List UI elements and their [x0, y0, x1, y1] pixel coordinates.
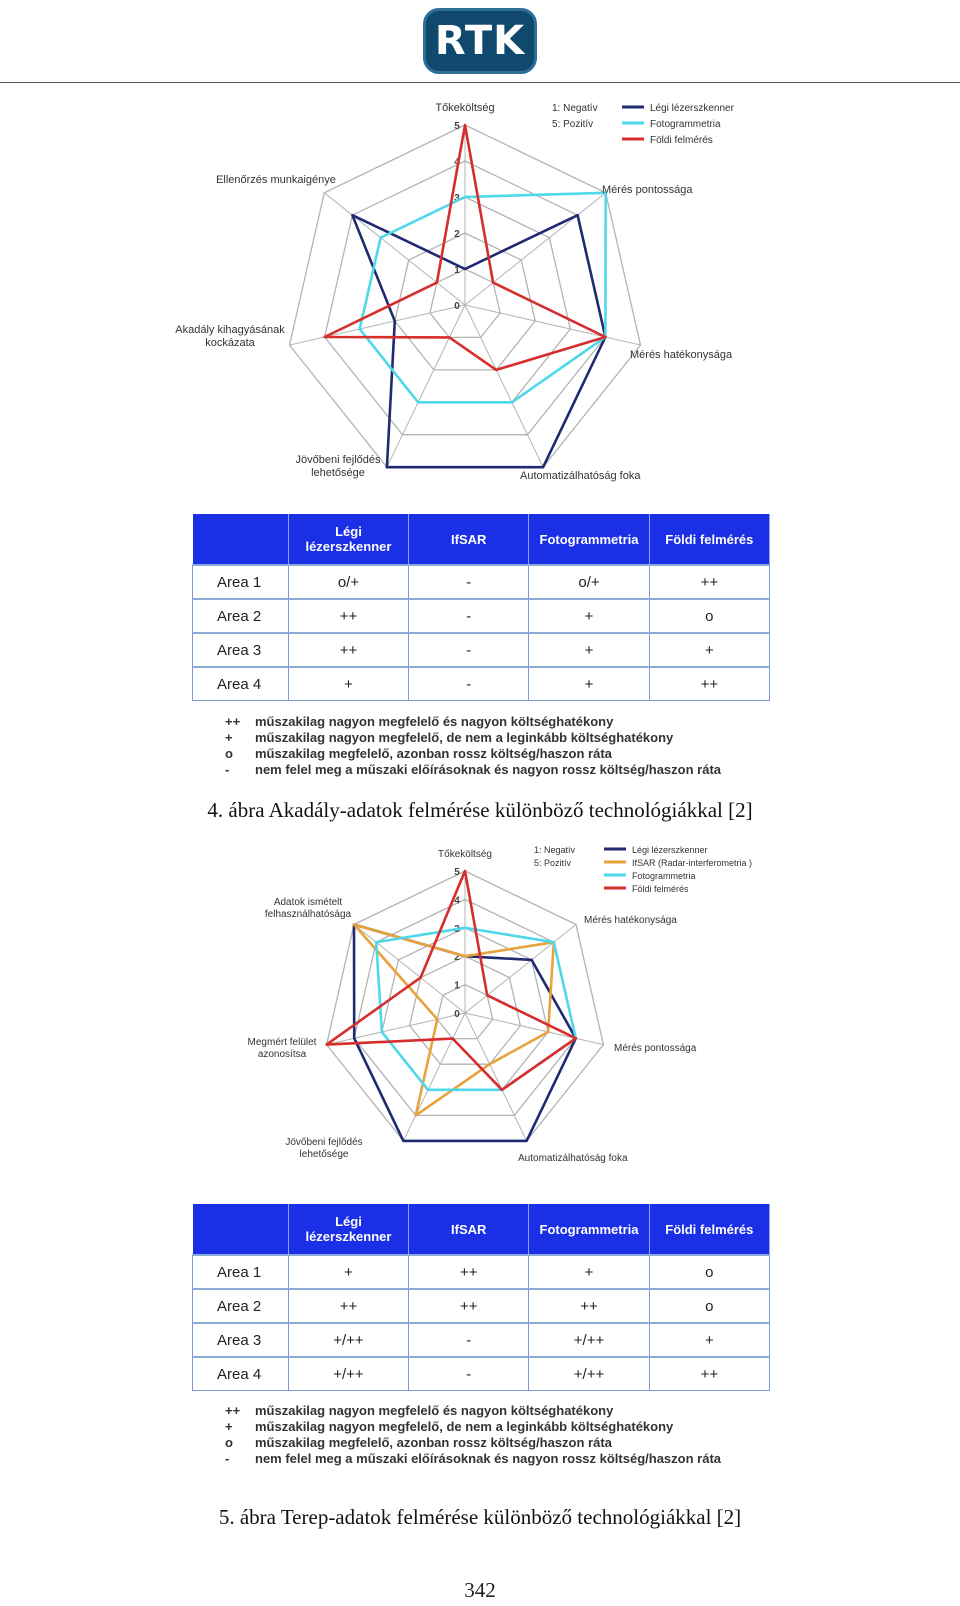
- radar-chart-obstacle-data: [175, 95, 770, 505]
- scale-tick-label: 5: [454, 867, 460, 878]
- axis-label-line: lehetősége: [311, 467, 365, 479]
- table-cell: Area 3: [193, 1323, 289, 1357]
- header-cell: Fotogrammetria: [529, 514, 649, 565]
- series-line: [376, 928, 576, 1090]
- table-header-row: [193, 514, 770, 565]
- rating-legend: [225, 714, 721, 778]
- legend-text: műszakilag nagyon megfelelő, de nem a leginkább költséghatékony: [255, 1419, 674, 1434]
- legend-symbol: o: [225, 1435, 233, 1450]
- suitability-table-terrain: [192, 1204, 770, 1391]
- table-cell: -: [409, 633, 529, 667]
- table-cell: +: [529, 633, 649, 667]
- table-cell: o: [649, 599, 769, 633]
- axis-label: [216, 174, 336, 186]
- legend-row: [225, 1435, 721, 1451]
- scale-tick-label: 0: [454, 1009, 460, 1020]
- table-cell: o/+: [529, 565, 649, 599]
- header-cell: Földi felmérés: [649, 1204, 769, 1255]
- table-cell: +: [288, 667, 408, 701]
- scale-tick-label: 3: [454, 923, 460, 935]
- axis-label-line: Automatizálhatóság foka: [520, 470, 641, 482]
- legend-entry: Földi felmérés: [650, 135, 713, 146]
- scale-tick-label: 4: [454, 157, 460, 168]
- table-cell: ++: [649, 1357, 769, 1391]
- legend-row: [225, 730, 721, 746]
- axis-label-line: Mérés pontossága: [602, 184, 693, 196]
- scale-note: 1: Negatív: [552, 103, 598, 114]
- table-cell: Area 1: [193, 565, 289, 599]
- table-cell: +/++: [529, 1323, 649, 1357]
- axis-label: [520, 470, 641, 482]
- table-cell: +: [529, 667, 649, 701]
- axis-label: [265, 897, 352, 920]
- axis-label-line: kockázata: [205, 337, 255, 349]
- axis-label-line: Adatok ismételt: [273, 897, 343, 908]
- legend-text: műszakilag nagyon megfelelő, de nem a leginkább költséghatékony: [255, 730, 674, 745]
- table-cell: +: [529, 599, 649, 633]
- table-header-row: [193, 1204, 770, 1255]
- header-cell: Légi lézerszkenner: [288, 514, 408, 565]
- legend-row: [225, 714, 721, 730]
- scale-tick-label: 2: [454, 229, 460, 240]
- rtk-logo: [423, 8, 537, 74]
- legend-text: műszakilag nagyon megfelelő és nagyon költséghatékony: [255, 714, 614, 729]
- table-cell: ++: [649, 565, 769, 599]
- rating-legend: [225, 1403, 721, 1467]
- table-cell: -: [409, 1357, 529, 1391]
- legend-symbol: ++: [225, 1403, 241, 1418]
- table-cell: +: [649, 1323, 769, 1357]
- legend-text: műszakilag megfelelő, azonban rossz költség/haszon ráta: [255, 1435, 612, 1450]
- legend-row: [225, 1451, 721, 1467]
- suitability-table-obstacle: [192, 514, 770, 701]
- axis-label: [630, 349, 733, 361]
- scale-tick-label: 0: [454, 301, 460, 312]
- table-cell: +: [288, 1255, 408, 1289]
- table-cell: o/+: [288, 565, 408, 599]
- table-cell: ++: [288, 1289, 408, 1323]
- table-row: [193, 565, 770, 599]
- table-cell: ++: [649, 667, 769, 701]
- table-row: [193, 1255, 770, 1289]
- axis-spoke: [465, 1013, 527, 1141]
- axis-label: [285, 1137, 362, 1160]
- axis-label: [295, 454, 381, 479]
- table-cell: Area 1: [193, 1255, 289, 1289]
- table-cell: o: [649, 1255, 769, 1289]
- header-cell: [193, 514, 289, 565]
- axis-label-line: azonosítsa: [257, 1049, 307, 1060]
- legend-symbol: -: [225, 762, 230, 777]
- table-cell: ++: [409, 1255, 529, 1289]
- table-cell: o: [649, 1289, 769, 1323]
- legend-entry: Fotogrammetria: [650, 119, 721, 130]
- header-cell: IfSAR: [409, 514, 529, 565]
- table-cell: +/++: [529, 1357, 649, 1391]
- page-number: 342: [464, 1578, 496, 1602]
- table-row: [193, 633, 770, 667]
- scale-note: 1: Negatív: [534, 845, 576, 855]
- legend-text: műszakilag nagyon megfelelő és nagyon költséghatékony: [255, 1403, 614, 1418]
- table-cell: -: [409, 1323, 529, 1357]
- axis-label-line: Mérés pontossága: [614, 1043, 697, 1054]
- table-row: [193, 1289, 770, 1323]
- axis-label-line: Akadály kihagyásának: [175, 324, 285, 336]
- table-cell: ++: [529, 1289, 649, 1323]
- axis-label-line: Jövőbeni fejlődés: [285, 1137, 363, 1148]
- header-cell: Földi felmérés: [649, 514, 769, 565]
- table-cell: -: [409, 667, 529, 701]
- legend-entry: IfSAR (Radar-interferometria ): [632, 858, 753, 868]
- legend-text: nem felel meg a műszaki előírásoknak és nagyon rossz költség/haszon ráta: [255, 1451, 722, 1466]
- axis-label-line: Tőkeköltség: [435, 102, 495, 114]
- table-row: [193, 1357, 770, 1391]
- axis-label: [438, 849, 492, 860]
- legend-symbol: -: [225, 1451, 230, 1466]
- legend-entry: Fotogrammetria: [632, 871, 696, 881]
- table-cell: ++: [409, 1289, 529, 1323]
- scale-tick-label: 2: [454, 952, 460, 964]
- legend-text: műszakilag megfelelő, azonban rossz költség/haszon ráta: [255, 746, 612, 761]
- table-row: [193, 667, 770, 701]
- axis-label-line: Tőkeköltség: [438, 849, 492, 860]
- axis-label: [435, 102, 494, 114]
- figure-caption: 5. ábra Terep-adatok felmérése különböző technológiákkal [2]: [218, 1505, 742, 1529]
- table-cell: -: [409, 599, 529, 633]
- scale-tick-label: 5: [454, 121, 460, 132]
- table-cell: Area 2: [193, 1289, 289, 1323]
- scale-note: 5: Pozitív: [534, 858, 572, 868]
- axis-label: [248, 1037, 317, 1060]
- table-cell: Area 4: [193, 667, 289, 701]
- header-cell: Fotogrammetria: [529, 1204, 649, 1255]
- table-row: [193, 599, 770, 633]
- axis-spoke: [465, 305, 543, 467]
- axis-label: [602, 184, 693, 196]
- axis-label: [518, 1153, 628, 1164]
- scale-tick-label: 1: [454, 980, 460, 992]
- scale-tick-label: 3: [454, 193, 460, 204]
- axis-label-line: lehetősége: [299, 1149, 349, 1160]
- scale-note: 5: Pozitív: [552, 119, 594, 130]
- figure-caption: 4. ábra Akadály-adatok felmérése különböző technológiákkal [2]: [207, 798, 753, 822]
- legend-symbol: ++: [225, 714, 241, 729]
- legend-symbol: o: [225, 746, 233, 761]
- axis-label: [614, 1043, 697, 1054]
- header-cell: IfSAR: [409, 1204, 529, 1255]
- legend-text: nem felel meg a műszaki előírásoknak és nagyon rossz költség/haszon ráta: [255, 762, 722, 777]
- axis-label-line: Automatizálhatóság foka: [518, 1153, 628, 1164]
- axis-label-line: Mérés hatékonysága: [630, 349, 733, 361]
- legend-row: [225, 1403, 721, 1419]
- table-cell: +: [529, 1255, 649, 1289]
- series-line: [352, 215, 605, 467]
- header-cell: [193, 1204, 289, 1255]
- table-cell: +/++: [288, 1357, 408, 1391]
- scale-tick-label: 4: [454, 895, 460, 907]
- axis-label: [175, 324, 285, 349]
- table-cell: Area 3: [193, 633, 289, 667]
- axis-label-line: Ellenőrzés munkaigénye: [216, 174, 336, 186]
- legend-entry: Légi lézerszkenner: [650, 103, 734, 114]
- radar-chart-terrain-data: [190, 845, 770, 1200]
- scale-tick-label: 1: [454, 265, 460, 276]
- table-cell: +/++: [288, 1323, 408, 1357]
- header-divider: [0, 82, 960, 83]
- legend-symbol: +: [225, 730, 233, 745]
- axis-label: [584, 915, 677, 926]
- logo-text: RTK: [434, 18, 526, 64]
- table-cell: Area 2: [193, 599, 289, 633]
- axis-label-line: Jövőbeni fejlődés: [295, 454, 381, 466]
- legend-row: [225, 762, 721, 778]
- axis-label-line: Megmért felület: [247, 1037, 317, 1048]
- table-cell: -: [409, 565, 529, 599]
- legend-symbol: +: [225, 1419, 233, 1434]
- axis-spoke: [387, 305, 465, 467]
- legend-entry: Légi lézerszkenner: [632, 845, 708, 855]
- table-cell: +: [649, 633, 769, 667]
- legend-row: [225, 1419, 721, 1435]
- legend-entry: Földi felmérés: [632, 884, 689, 894]
- table-cell: ++: [288, 599, 408, 633]
- table-cell: Area 4: [193, 1357, 289, 1391]
- table-row: [193, 1323, 770, 1357]
- legend-row: [225, 746, 721, 762]
- axis-label-line: felhasználhatósága: [264, 909, 352, 920]
- axis-label-line: Mérés hatékonysága: [584, 915, 677, 926]
- header-cell: Légi lézerszkenner: [288, 1204, 408, 1255]
- table-cell: ++: [288, 633, 408, 667]
